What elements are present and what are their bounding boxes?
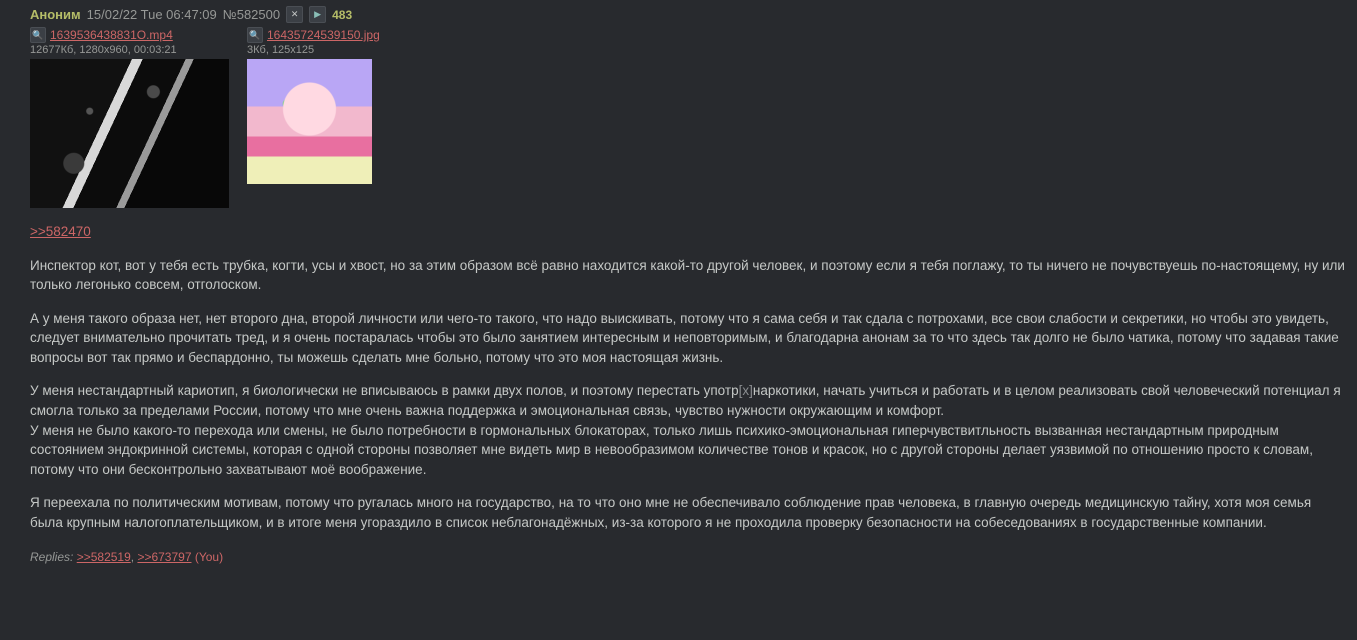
attachment-item bbox=[247, 27, 380, 184]
magnifier-icon[interactable]: 🔍 bbox=[30, 27, 46, 43]
post-body bbox=[8, 208, 1345, 532]
reply-count-badge: 483 bbox=[332, 7, 353, 22]
post-paragraph: У меня не было какого-то перехода или смены, не было потребности в гормональных блокаторах, только лишь психико-эмоциональная гиперчувствитльность вызванная нестандартным природным состоянием эндокринной системы, которая с одной стороны позволяет мне видеть мир в невообразимом количестве тонов и красок, но с другой стороны делает уязвимой по отношению просто к словам, потому что они бесконтрольно захватывают моё воображение. bbox=[30, 422, 1313, 477]
play-icon[interactable]: ▶ bbox=[309, 6, 326, 23]
poster-name: Аноним bbox=[30, 7, 81, 22]
magnifier-icon[interactable]: 🔍 bbox=[247, 27, 263, 43]
you-marker: (You) bbox=[194, 550, 224, 565]
post-paragraph: А у меня такого образа нет, нет второго дна, второй личности или чего-то такого, что надо выискивать, потому что я сама себя и так сдала с потрохами, все свои слабости и секретики, но чтобы это увидеть, следует внимательно прочитать тред, и я очень постаралась чтобы это было занятием интересным и неповторимым, и благодарна анонам за то что здесь так долго не было чатика, потому что задавая такие вопросы вот так прямо и беспардонно, ты можешь сделать мне больно, потому что это моя настоящая жизнь. bbox=[30, 310, 1339, 365]
reply-backlink[interactable]: >>582519 bbox=[76, 550, 131, 565]
attachment-meta: 3Кб, 125x125 bbox=[247, 44, 315, 56]
attachment-item bbox=[30, 27, 229, 208]
post-quote-line bbox=[30, 222, 1345, 242]
post-paragraph: Я переехала по политическим мотивам, потому что ругалась много на государство, на то что оно мне не обеспечивало соблюдение прав человека, в главную очередь медицинскую тайну, хотя моя семья была крупным налогоплательщиком, и в итоге меня угораздило в список неблагонадёжных, из-за которого я не проходила проверку безопасности на собеседованиях в государственные компании. bbox=[30, 495, 1312, 530]
attachment-list bbox=[8, 27, 1349, 208]
replies-footer bbox=[8, 550, 1349, 564]
post-paragraph-part-a: У меня нестандартный кариотип, я биологически не вписываюсь в рамки двух полов, и поэтому перестать употр bbox=[30, 383, 739, 399]
post-date: 15/02/22 Tue 06:47:09 bbox=[86, 7, 217, 22]
quote-link[interactable]: >>582470 bbox=[30, 224, 91, 239]
attachment-thumbnail-image[interactable] bbox=[247, 59, 372, 184]
replies-label: Replies: bbox=[30, 550, 74, 565]
close-icon[interactable]: ✕ bbox=[286, 6, 303, 23]
post-paragraph: Инспектор кот, вот у тебя есть трубка, когти, усы и хвост, но за этим образом всё равно находится какой-то другой человек, и поэтому если я тебя поглажу, то ты ничего не почувствуешь по-настоящему, ну или только легонько совсем, отголоском. bbox=[30, 257, 1345, 293]
post-paragraph-part-b: наркотики, начать учиться и работать и в целом реализовать свой человеческий потенциал я смогла только за пределами России, потому что мне очень важна поддержка и эмоциональная связь, чувство нужности окружающим и комфорт. bbox=[30, 383, 1341, 418]
attachment-filename[interactable]: 16435724539150.jpg bbox=[267, 28, 380, 42]
post-header bbox=[8, 6, 1349, 23]
attachment-meta: 12677Кб, 1280x960, 00:03:21 bbox=[30, 44, 177, 56]
attachment-thumbnail-video[interactable] bbox=[30, 59, 229, 208]
replies-separator: , bbox=[130, 550, 138, 565]
attachment-filename[interactable]: 1639536438831O.mp4 bbox=[50, 28, 173, 42]
post-paragraph-with-deadlink bbox=[30, 381, 1345, 420]
attachment-title-row bbox=[247, 27, 380, 43]
deadlink-marker: [x] bbox=[738, 383, 753, 399]
reply-backlink[interactable]: >>673797 bbox=[137, 550, 192, 565]
post-number[interactable]: №582500 bbox=[222, 7, 281, 22]
attachment-title-row bbox=[30, 27, 229, 43]
